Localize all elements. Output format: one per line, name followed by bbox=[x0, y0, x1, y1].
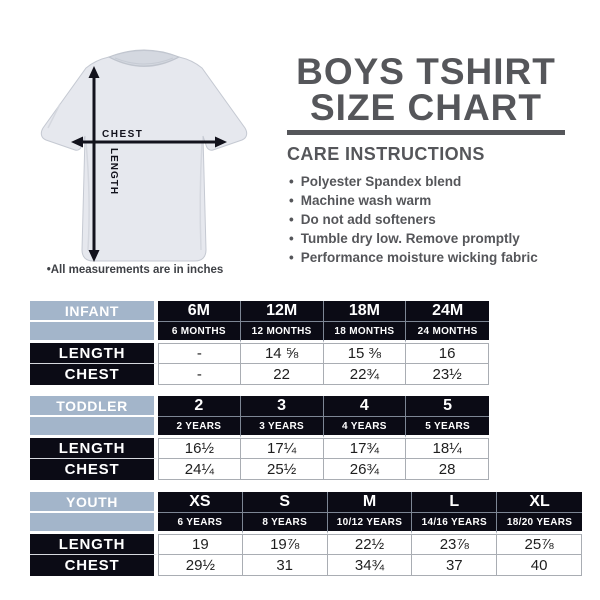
size-value-cell: 19⅞ bbox=[243, 534, 328, 555]
size-header-cell: 4 bbox=[324, 396, 407, 417]
care-instructions-section bbox=[287, 144, 587, 270]
length-label: LENGTH bbox=[108, 148, 119, 196]
measurements-footnote: •All measurements are in inches bbox=[46, 264, 224, 276]
title-underline bbox=[287, 130, 565, 135]
table-group-label: YOUTH bbox=[30, 492, 158, 513]
age-header-cell: 5 YEARS bbox=[406, 417, 489, 438]
size-value-cell: 17¼ bbox=[241, 438, 324, 459]
page-title-line1: BOYS TSHIRT bbox=[296, 51, 556, 92]
size-value-cell: 25½ bbox=[241, 459, 324, 480]
table-row-length bbox=[30, 343, 489, 364]
size-value-cell: 37 bbox=[412, 555, 497, 576]
bullet-icon: • bbox=[289, 231, 294, 246]
row-label-cell: LENGTH bbox=[30, 438, 158, 459]
size-header-cell: XL bbox=[497, 492, 582, 513]
size-value-cell: 16½ bbox=[158, 438, 241, 459]
care-heading: CARE INSTRUCTIONS bbox=[287, 144, 485, 164]
size-header-cell: 18M bbox=[324, 301, 407, 322]
size-value-cell: - bbox=[158, 364, 241, 385]
size-value-cell: 15 ⅜ bbox=[324, 343, 407, 364]
size-value-cell: 40 bbox=[497, 555, 582, 576]
size-header-cell: 24M bbox=[406, 301, 489, 322]
age-header-cell: 24 MONTHS bbox=[406, 322, 489, 343]
care-item-text: Performance moisture wicking fabric bbox=[300, 250, 538, 265]
row-label-cell: LENGTH bbox=[30, 343, 158, 364]
size-value-cell: 22¾ bbox=[324, 364, 407, 385]
row-label-cell: CHEST bbox=[30, 459, 158, 480]
size-value-cell: 23⅞ bbox=[412, 534, 497, 555]
age-header-cell: 8 YEARS bbox=[243, 513, 328, 534]
age-header-cell: 6 YEARS bbox=[158, 513, 243, 534]
size-table-infant bbox=[30, 301, 489, 385]
size-value-cell: 23½ bbox=[406, 364, 489, 385]
size-value-cell: 17¾ bbox=[324, 438, 407, 459]
tshirt-body bbox=[41, 57, 246, 261]
blank-corner-cell bbox=[30, 417, 158, 438]
care-item-text: Machine wash warm bbox=[300, 193, 432, 208]
size-value-cell: 22½ bbox=[328, 534, 413, 555]
table-row-chest bbox=[30, 555, 582, 576]
table-row-chest bbox=[30, 364, 489, 385]
chest-label: CHEST bbox=[102, 129, 144, 140]
table-row-length bbox=[30, 438, 489, 459]
size-header-cell: XS bbox=[158, 492, 243, 513]
age-header-cell: 18/20 YEARS bbox=[497, 513, 582, 534]
care-item bbox=[287, 175, 587, 189]
care-item bbox=[287, 251, 587, 265]
row-label-cell: CHEST bbox=[30, 364, 158, 385]
size-header-cell: 5 bbox=[406, 396, 489, 417]
age-header-cell: 4 YEARS bbox=[324, 417, 407, 438]
size-value-cell: 19 bbox=[158, 534, 243, 555]
age-header-cell: 12 MONTHS bbox=[241, 322, 324, 343]
size-value-cell: 26¾ bbox=[324, 459, 407, 480]
size-header-cell: 2 bbox=[158, 396, 241, 417]
size-value-cell: 31 bbox=[243, 555, 328, 576]
bullet-icon: • bbox=[289, 212, 294, 227]
care-item bbox=[287, 194, 587, 208]
care-list bbox=[287, 175, 587, 265]
page-title-line2: SIZE CHART bbox=[310, 87, 542, 128]
size-value-cell: 14 ⅝ bbox=[241, 343, 324, 364]
size-value-cell: 24¼ bbox=[158, 459, 241, 480]
care-item-text: Polyester Spandex blend bbox=[300, 174, 462, 189]
row-label-cell: LENGTH bbox=[30, 534, 158, 555]
bullet-icon: • bbox=[289, 174, 294, 189]
age-header-cell: 2 YEARS bbox=[158, 417, 241, 438]
table-group-label: TODDLER bbox=[30, 396, 158, 417]
bullet-icon: • bbox=[289, 193, 294, 208]
table-row-chest bbox=[30, 459, 489, 480]
size-value-cell: 22 bbox=[241, 364, 324, 385]
size-value-cell: 18¼ bbox=[406, 438, 489, 459]
size-header-cell: S bbox=[243, 492, 328, 513]
tshirt-graphic bbox=[30, 42, 250, 268]
size-table-toddler bbox=[30, 396, 489, 480]
size-table-youth bbox=[30, 492, 582, 576]
age-header-cell: 14/16 YEARS bbox=[412, 513, 497, 534]
blank-corner-cell bbox=[30, 513, 158, 534]
size-value-cell: - bbox=[158, 343, 241, 364]
age-header-cell: 10/12 YEARS bbox=[328, 513, 413, 534]
care-item bbox=[287, 213, 587, 227]
table-row-length bbox=[30, 534, 582, 555]
tshirt-illustration bbox=[30, 42, 250, 268]
size-value-cell: 25⅞ bbox=[497, 534, 582, 555]
blank-corner-cell bbox=[30, 322, 158, 343]
page-title bbox=[287, 51, 565, 135]
size-header-cell: M bbox=[328, 492, 413, 513]
size-value-cell: 34¾ bbox=[328, 555, 413, 576]
size-header-cell: L bbox=[412, 492, 497, 513]
age-header-cell: 18 MONTHS bbox=[324, 322, 407, 343]
size-value-cell: 29½ bbox=[158, 555, 243, 576]
size-header-cell: 3 bbox=[241, 396, 324, 417]
age-header-cell: 3 YEARS bbox=[241, 417, 324, 438]
care-item-text: Tumble dry low. Remove promptly bbox=[300, 231, 520, 246]
size-header-cell: 6M bbox=[158, 301, 241, 322]
size-header-cell: 12M bbox=[241, 301, 324, 322]
table-group-label: INFANT bbox=[30, 301, 158, 322]
care-item-text: Do not add softeners bbox=[300, 212, 436, 227]
size-value-cell: 16 bbox=[406, 343, 489, 364]
row-label-cell: CHEST bbox=[30, 555, 158, 576]
care-item bbox=[287, 232, 587, 246]
size-value-cell: 28 bbox=[406, 459, 489, 480]
bullet-icon: • bbox=[289, 250, 294, 265]
age-header-cell: 6 MONTHS bbox=[158, 322, 241, 343]
